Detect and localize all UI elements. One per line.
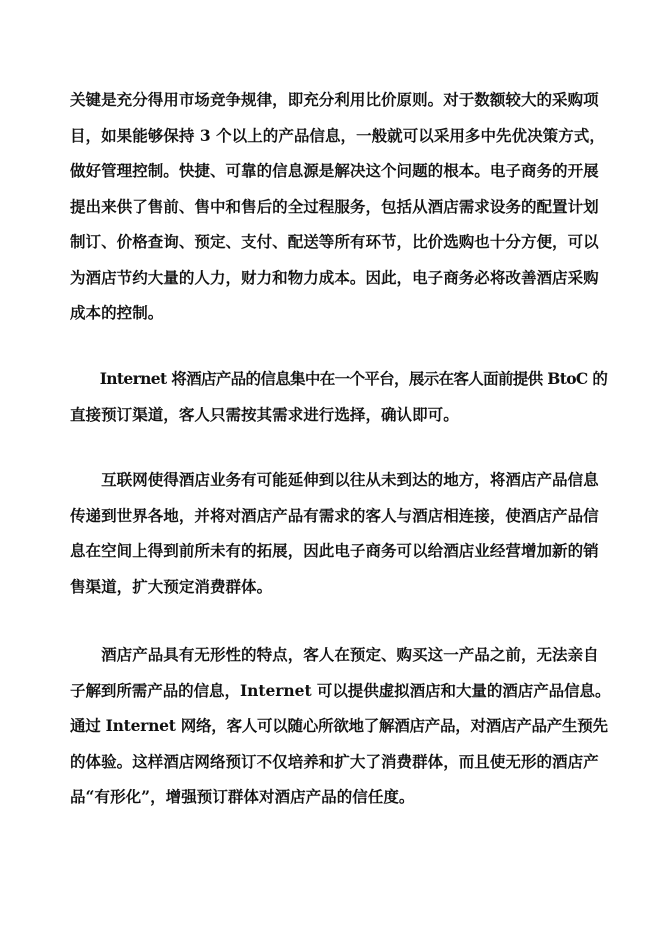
paragraph-internet-platform [70, 361, 610, 432]
text-line: 酒店产品具有无形性的特点，客人在预定、购买这一产品之前，无法亲自 [70, 645, 599, 664]
text-line: 做好管理控制。快捷、可靠的信息源是解决这个问题的根本。电子商务的开展 [70, 161, 599, 180]
text-line: 目，如果能够保持 3 个以上的产品信息，一般就可以采用多中先优决策方式， [70, 125, 605, 145]
paragraph-intangible-product [70, 637, 610, 815]
text-line: 互联网使得酒店业务有可能延伸到以往从未到达的地方，将酒店产品信息 [70, 470, 599, 489]
text-line: 通过 Internet 网络，客人可以随心所欲地了解酒店产品，对酒店产品产生预先 [70, 716, 608, 735]
text-line: 品“有形化”，增强预订群体对酒店产品的信任度。 [70, 787, 415, 806]
text-line: 直接预订渠道，客人只需按其需求进行选择，确认即可。 [70, 404, 459, 424]
text-line: Internet 将酒店产品的信息集中在一个平台，展示在客人面前提供 BtoC 的 [70, 369, 608, 388]
paragraph-procurement-cost [70, 82, 610, 331]
text-line: 的体验。这样酒店网络预订不仅培养和扩大了消费群体，而且使无形的酒店产 [70, 751, 599, 771]
text-line: 提出来供了售前、售中和售后的全过程服务，包括从酒店需求设务的配置计划 [70, 196, 599, 216]
text-line: 制订、价格查询、预定、支付、配送等所有环节，比价选购也十分方便，可以 [70, 232, 599, 251]
paragraph-global-reach [70, 462, 610, 604]
text-line: 为酒店节约大量的人力，财力和物力成本。因此，电子商务必将改善酒店采购 [70, 267, 599, 287]
text-line: 传递到世界各地，并将对酒店产品有需求的客人与酒店相连接，使酒店产品信 [70, 505, 599, 525]
text-line: 售渠道，扩大预定消费群体。 [70, 576, 273, 596]
text-line: 成本的控制。 [70, 303, 164, 322]
text-line: 子解到所需产品的信息，Internet 可以提供虚拟酒店和大量的酒店产品信息。 [70, 680, 611, 700]
text-line: 息在空间上得到前所未有的拓展，因此电子商务可以给酒店业经营增加新的销 [70, 541, 599, 560]
text-line: 关键是充分得用市场竞争规律，即充分利用比价原则。对于数额较大的采购项 [70, 90, 599, 109]
